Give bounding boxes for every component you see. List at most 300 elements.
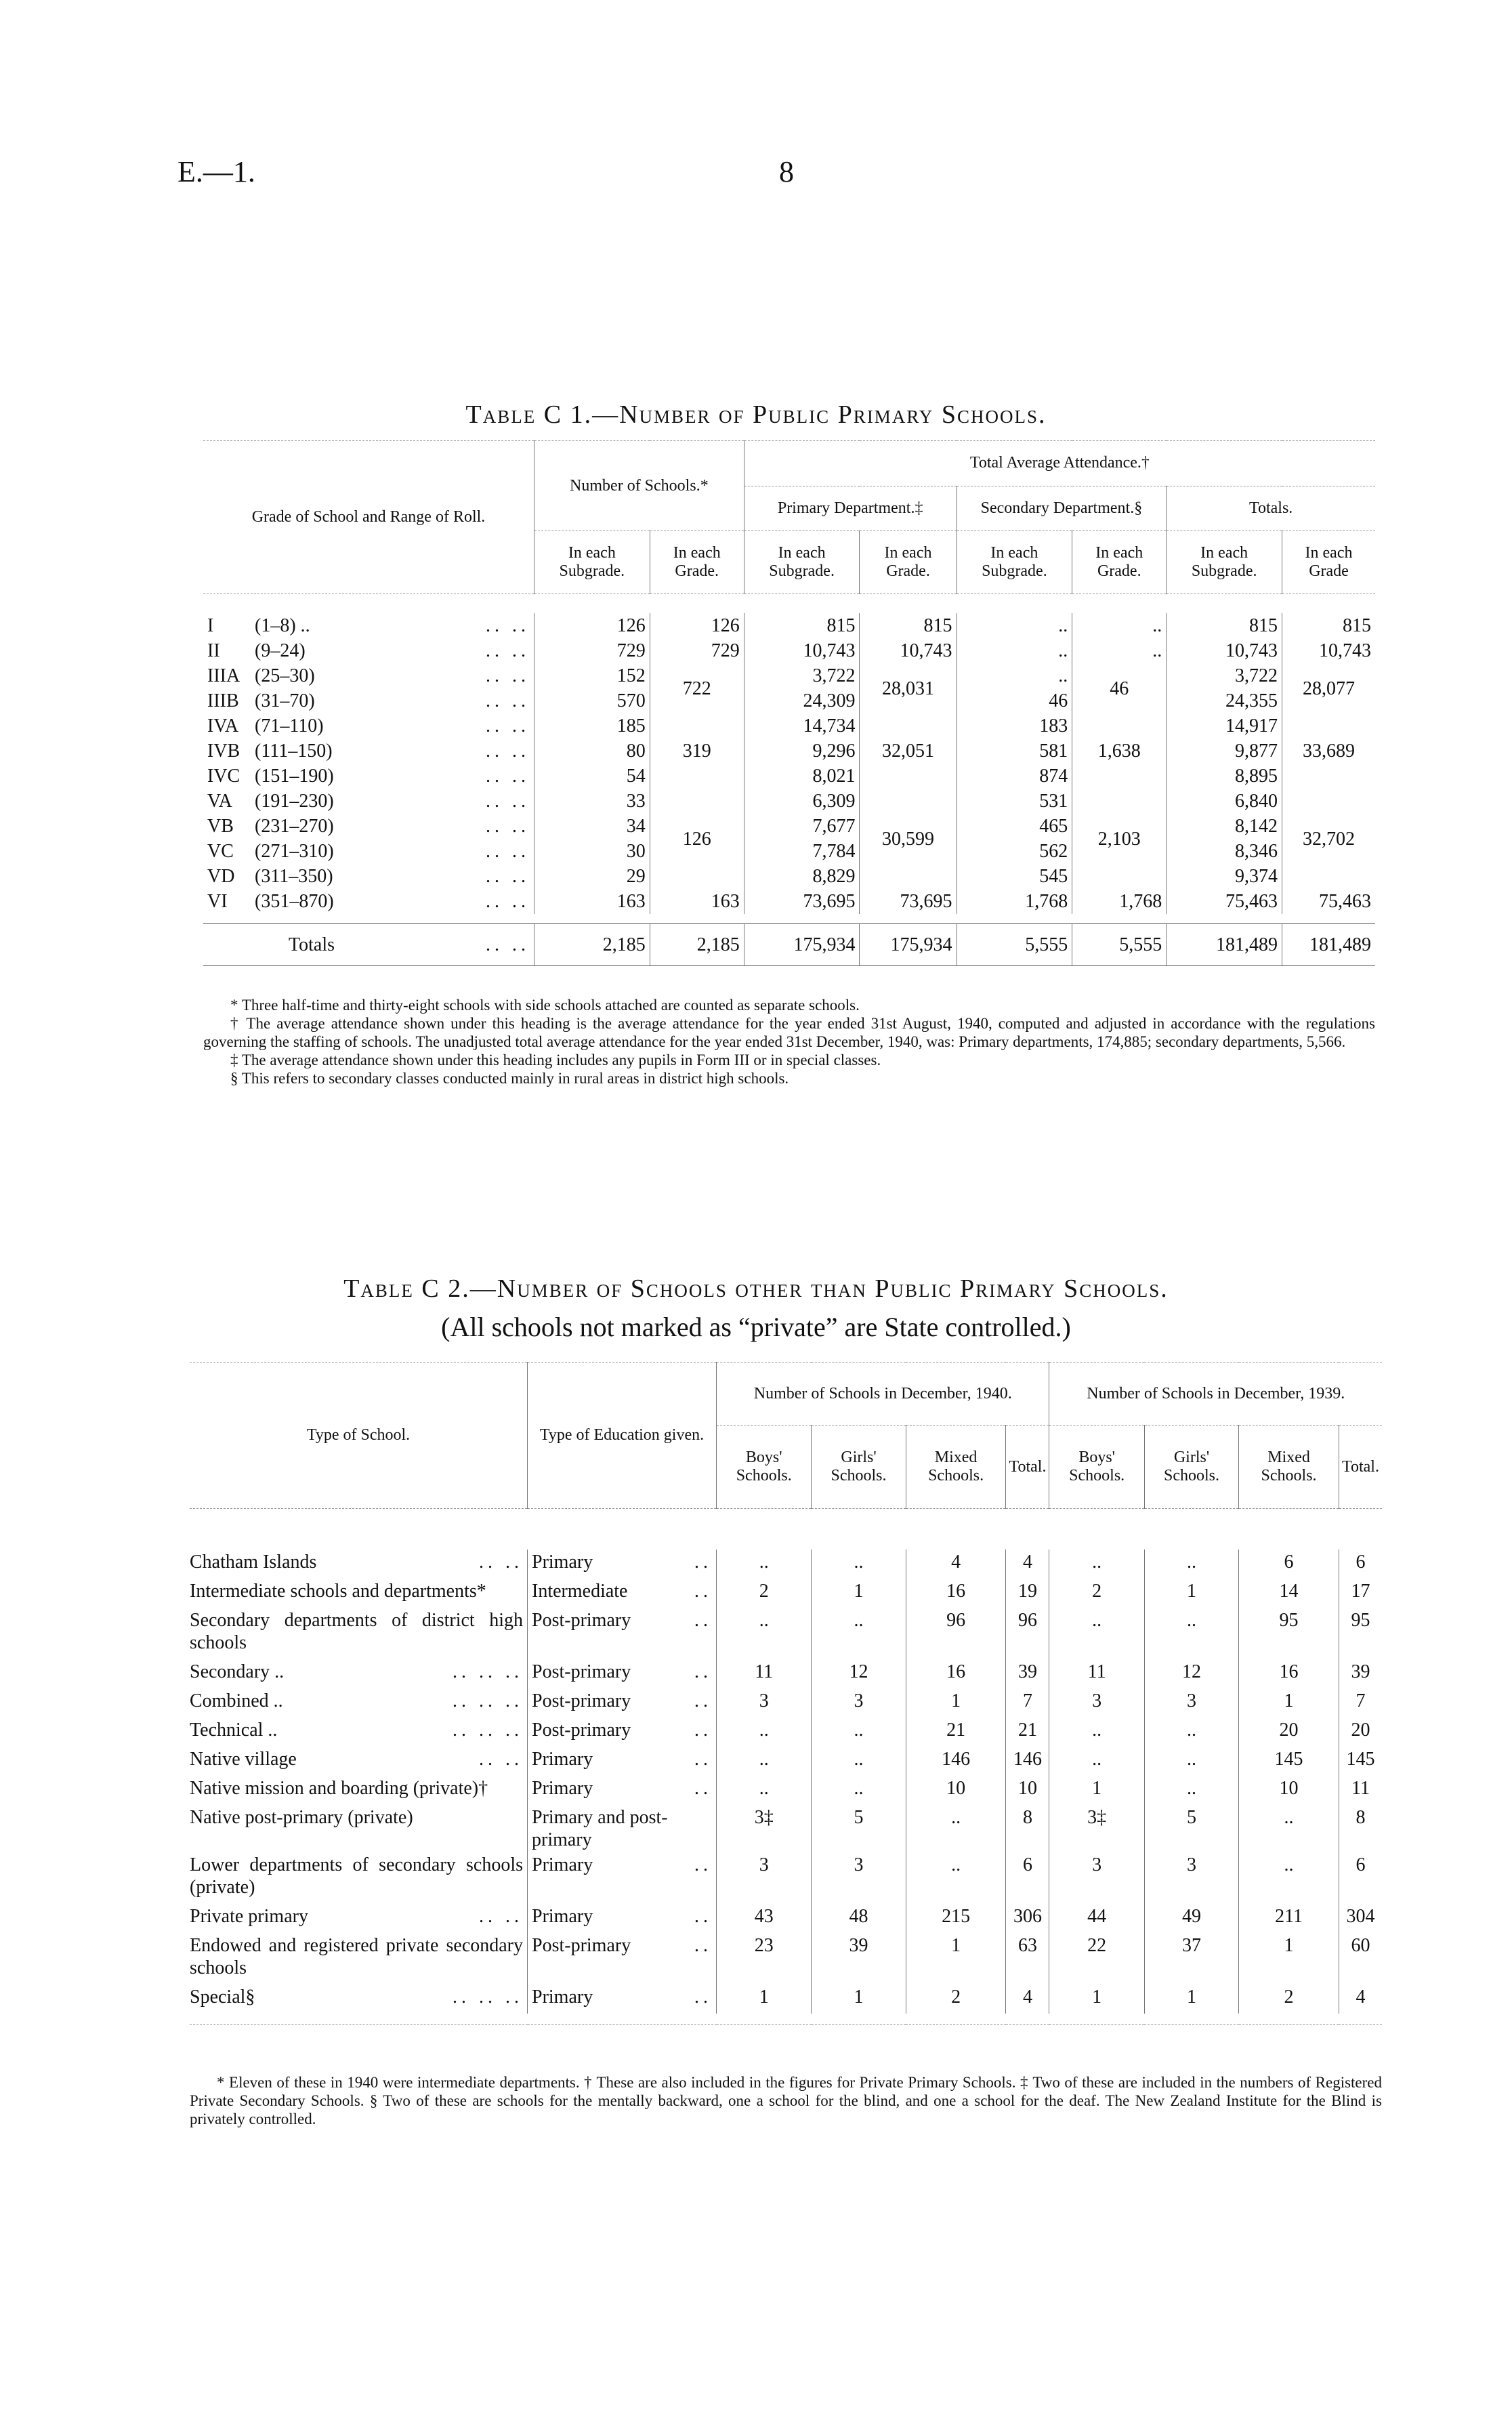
t2-g40: .. [812, 1608, 906, 1659]
t2-m39: .. [1239, 1805, 1339, 1852]
t1-p-group: 30,599 [860, 789, 957, 889]
t1-p-subgrade: In each Subgrade. [744, 531, 860, 594]
t2-type: Endowed and registered private secondary schools [190, 1935, 523, 1978]
t2-mixed-1939: Mixed Schools. [1239, 1426, 1339, 1509]
t1-s-subgrade: In each Subgrade. [957, 531, 1072, 594]
t2-t39: 60 [1339, 1933, 1382, 1984]
t2-t40: 4 [1006, 1550, 1049, 1579]
table1-title: Table C 1.—Number of Public Primary Schools. [465, 400, 1047, 429]
t2-b39: 2 [1049, 1579, 1144, 1608]
t1-dots: .. .. [486, 615, 530, 636]
t1-col-totals: Totals. [1167, 486, 1375, 531]
t2-type-cell [190, 1608, 528, 1659]
t1-range: (191–230) [255, 791, 334, 812]
t2-b39: 1 [1049, 1776, 1144, 1805]
t2-m39: 14 [1239, 1579, 1339, 1608]
t1-s-sub: 581 [957, 739, 1072, 764]
t1-t-grade: 10,743 [1282, 638, 1375, 663]
t1-p-sub: 73,695 [744, 889, 860, 914]
t2-m39: .. [1239, 1852, 1339, 1904]
t2-b39: 3 [1049, 1852, 1144, 1904]
t1-ns-sub: 30 [534, 839, 650, 864]
t1-totals-dots: .. .. [486, 934, 530, 955]
t2-edu-cell [528, 1852, 717, 1904]
t2-t39: 95 [1339, 1608, 1382, 1659]
t2-type-cell [190, 1776, 528, 1805]
t2-t40: 6 [1006, 1852, 1049, 1904]
t1-s-sub: .. [957, 663, 1072, 688]
t2-total-1939: Total. [1339, 1426, 1382, 1509]
t1-totals-p-sub: 175,934 [744, 924, 860, 966]
table2-subtitle: (All schools not marked as “private” are State controlled.) [441, 1312, 1071, 1342]
t1-p-group: 32,051 [860, 713, 957, 789]
t1-t-group: 28,077 [1282, 663, 1375, 713]
t2-g40: 3 [812, 1688, 906, 1718]
t2-type: Chatham Islands [190, 1552, 317, 1573]
t2-type-dots: .. .. [479, 1749, 523, 1770]
t1-grade-cell [203, 663, 534, 688]
t2-t40: 19 [1006, 1579, 1049, 1608]
t2-m39: 20 [1239, 1718, 1339, 1747]
t1-totals-t-sub: 181,489 [1167, 924, 1282, 966]
t2-b39: .. [1049, 1608, 1144, 1659]
t1-row [203, 839, 1375, 864]
t2-b40: .. [717, 1718, 812, 1747]
t2-g39: .. [1144, 1718, 1238, 1747]
t2-type-cell [190, 1688, 528, 1718]
t2-g39: 49 [1144, 1904, 1238, 1933]
t1-grade: VC [207, 841, 234, 862]
t2-m40: 21 [906, 1718, 1006, 1747]
t1-s-group: 2,103 [1072, 789, 1167, 889]
table2 [190, 1362, 1382, 2025]
t2-t39: 6 [1339, 1852, 1382, 1904]
t1-footnote-1: * Three half-time and thirty-eight schools with side schools attached are counted as separate schools. [230, 997, 860, 1014]
t2-g39: 3 [1144, 1688, 1238, 1718]
t1-ns-sub: 54 [534, 764, 650, 789]
t2-b40: 1 [717, 1984, 812, 2014]
t2-b40: 3‡ [717, 1805, 812, 1852]
t2-edu-dots: .. [694, 1552, 712, 1573]
t1-p-grade: 10,743 [860, 638, 957, 663]
t2-type-dots: .. .. .. [453, 1690, 523, 1711]
t1-dots: .. .. [486, 816, 530, 837]
t2-t39: 39 [1339, 1659, 1382, 1688]
t2-m40: 16 [906, 1579, 1006, 1608]
t2-m40: 1 [906, 1933, 1006, 1984]
t1-col-total-attendance: Total Average Attendance.† [744, 441, 1375, 486]
t2-t39: 11 [1339, 1776, 1382, 1805]
t2-g39: .. [1144, 1747, 1238, 1776]
t1-dots: .. .. [486, 891, 530, 912]
t1-col-number-schools: Number of Schools.* [534, 441, 744, 531]
t1-s-sub: 183 [957, 713, 1072, 739]
t2-t39: 145 [1339, 1747, 1382, 1776]
t2-edu: Post-primary [532, 1661, 631, 1682]
t1-t-grade: 815 [1282, 613, 1375, 638]
t2-b40: 23 [717, 1933, 812, 1984]
t2-type-cell [190, 1984, 528, 2014]
t1-row [203, 889, 1375, 914]
t1-s-grade: .. [1072, 613, 1167, 638]
t2-row [190, 1776, 1382, 1805]
t1-s-grade: 1,768 [1072, 889, 1167, 914]
t2-b39: .. [1049, 1747, 1144, 1776]
t1-col-secondary: Secondary Department.§ [957, 486, 1167, 531]
t1-grade: I [207, 615, 214, 636]
t2-boys-1939: Boys' Schools. [1049, 1426, 1144, 1509]
t1-t-sub: 14,917 [1167, 713, 1282, 739]
t1-ns-grade: 163 [650, 889, 744, 914]
t2-m39: 211 [1239, 1904, 1339, 1933]
t1-dots: .. .. [486, 791, 530, 812]
t1-dots: .. .. [486, 715, 530, 736]
t1-ns-sub: 29 [534, 864, 650, 889]
t1-totals-p-grade: 175,934 [860, 924, 957, 966]
t1-s-sub: .. [957, 613, 1072, 638]
t2-edu-dots: .. [694, 1581, 712, 1602]
t2-g39: 37 [1144, 1933, 1238, 1984]
t1-p-sub: 7,784 [744, 839, 860, 864]
t2-edu: Primary [532, 1778, 593, 1799]
t2-edu-dots: .. [694, 1778, 712, 1799]
t1-grade-cell [203, 713, 534, 739]
t1-t-sub: 75,463 [1167, 889, 1282, 914]
t2-t40: 4 [1006, 1984, 1049, 2014]
t2-row [190, 1718, 1382, 1747]
t2-type-cell [190, 1659, 528, 1688]
t2-type: Native village [190, 1749, 297, 1770]
t2-col-1939: Number of Schools in December, 1939. [1049, 1363, 1382, 1426]
t2-t40: 306 [1006, 1904, 1049, 1933]
t2-g40: 5 [812, 1805, 906, 1852]
t1-t-sub: 8,895 [1167, 764, 1282, 789]
t2-m40: 2 [906, 1984, 1006, 2014]
t2-edu: Primary [532, 1906, 593, 1927]
t1-p-sub: 10,743 [744, 638, 860, 663]
t1-grade: VI [207, 891, 228, 912]
t1-p-sub: 9,296 [744, 739, 860, 764]
t2-type-cell [190, 1579, 528, 1608]
t2-edu-cell [528, 1747, 717, 1776]
t1-grade: IIIB [207, 690, 239, 711]
t2-g40: .. [812, 1776, 906, 1805]
t2-g39: .. [1144, 1550, 1238, 1579]
t2-row [190, 1688, 1382, 1718]
t2-m40: .. [906, 1852, 1006, 1904]
t2-b39: 11 [1049, 1659, 1144, 1688]
t1-s-grade: In each Grade. [1072, 531, 1167, 594]
t2-b39: 1 [1049, 1984, 1144, 2014]
t1-t-subgrade: In each Subgrade. [1167, 531, 1282, 594]
t2-m40: 96 [906, 1608, 1006, 1659]
t2-m39: 2 [1239, 1984, 1339, 2014]
t2-edu-cell [528, 1718, 717, 1747]
t2-g40: .. [812, 1747, 906, 1776]
t1-t-sub: 9,877 [1167, 739, 1282, 764]
t1-ns-sub: 80 [534, 739, 650, 764]
t2-b40: 3 [717, 1688, 812, 1718]
t2-edu: Post-primary [532, 1935, 631, 1956]
t1-t-sub: 24,355 [1167, 688, 1282, 713]
t1-grade: VA [207, 791, 232, 812]
t2-g39: 5 [1144, 1805, 1238, 1852]
t1-range: (311–350) [255, 866, 333, 887]
t2-edu: Post-primary [532, 1610, 631, 1631]
t2-total-1940: Total. [1006, 1426, 1049, 1509]
t2-b40: 11 [717, 1659, 812, 1688]
t1-grade-cell [203, 688, 534, 713]
t2-b39: 22 [1049, 1933, 1144, 1984]
t2-type: Combined .. [190, 1690, 283, 1711]
t1-p-sub: 6,309 [744, 789, 860, 814]
t2-type: Intermediate schools and departments* [190, 1581, 486, 1602]
t2-type: Lower departments of secondary schools (private) [190, 1854, 523, 1898]
t2-t40: 21 [1006, 1718, 1049, 1747]
t1-dots: .. .. [486, 766, 530, 787]
t1-p-group: 28,031 [860, 663, 957, 713]
t2-edu-dots: .. [694, 1661, 712, 1682]
t1-grade-cell [203, 864, 534, 889]
t2-row [190, 1984, 1382, 2014]
t2-g39: 3 [1144, 1852, 1238, 1904]
t1-ns-grade: In each Grade. [650, 531, 744, 594]
t1-s-sub: 531 [957, 789, 1072, 814]
t2-row [190, 1608, 1382, 1659]
t2-boys-1940: Boys' Schools. [717, 1426, 812, 1509]
t2-b39: 44 [1049, 1904, 1144, 1933]
t2-m40: 10 [906, 1776, 1006, 1805]
t1-col-primary: Primary Department.‡ [744, 486, 957, 531]
t2-b40: 2 [717, 1579, 812, 1608]
t2-b39: .. [1049, 1550, 1144, 1579]
t2-b40: .. [717, 1747, 812, 1776]
t2-type-cell [190, 1852, 528, 1904]
t2-m40: 215 [906, 1904, 1006, 1933]
t1-range: (151–190) [255, 766, 334, 787]
t1-t-group: 33,689 [1282, 713, 1375, 789]
t2-edu-cell [528, 1688, 717, 1718]
t2-type-dots: .. .. [479, 1552, 523, 1573]
t2-row [190, 1550, 1382, 1579]
t1-grade: II [207, 640, 220, 661]
t1-grade-cell [203, 613, 534, 638]
t2-t39: 17 [1339, 1579, 1382, 1608]
t1-ns-grade: 729 [650, 638, 744, 663]
t1-p-sub: 3,722 [744, 663, 860, 688]
t1-ns-sub: 570 [534, 688, 650, 713]
t1-t-sub: 9,374 [1167, 864, 1282, 889]
t2-m39: 145 [1239, 1747, 1339, 1776]
t2-t39: 4 [1339, 1984, 1382, 2014]
t1-ns-group: 319 [650, 713, 744, 789]
t2-edu-dots: .. [694, 1720, 712, 1741]
t1-row [203, 814, 1375, 839]
t2-m39: 6 [1239, 1550, 1339, 1579]
t1-grade-cell [203, 764, 534, 789]
t1-col-grade: Grade of School and Range of Roll. [203, 441, 534, 594]
t1-ns-sub: 163 [534, 889, 650, 914]
t2-g40: .. [812, 1718, 906, 1747]
t2-t39: 8 [1339, 1805, 1382, 1852]
t2-g39: 1 [1144, 1984, 1238, 2014]
t1-ns-sub: 33 [534, 789, 650, 814]
t2-row [190, 1852, 1382, 1904]
t1-footnote-4: § This refers to secondary classes conducted mainly in rural areas in district high schools. [230, 1070, 789, 1087]
t1-s-sub: 465 [957, 814, 1072, 839]
t1-s-grade: .. [1072, 638, 1167, 663]
t2-g39: 1 [1144, 1579, 1238, 1608]
t2-t40: 8 [1006, 1805, 1049, 1852]
t2-edu: Primary [532, 1987, 593, 2008]
t1-totals-row [203, 924, 1375, 966]
t2-type-cell [190, 1550, 528, 1579]
t1-p-grade: 73,695 [860, 889, 957, 914]
t1-range: (1–8) .. [255, 615, 310, 636]
t1-range: (231–270) [255, 816, 334, 837]
t2-b40: .. [717, 1550, 812, 1579]
t2-edu-cell [528, 1933, 717, 1984]
t1-t-sub: 8,346 [1167, 839, 1282, 864]
t1-t-group: 32,702 [1282, 789, 1375, 889]
t1-t-grade: In each Grade [1282, 531, 1375, 594]
t1-s-sub: .. [957, 638, 1072, 663]
t2-edu-cell [528, 1904, 717, 1933]
t1-row [203, 789, 1375, 814]
t2-girls-1939: Girls' Schools. [1144, 1426, 1238, 1509]
t1-grade-cell [203, 789, 534, 814]
t2-edu: Primary [532, 1749, 593, 1770]
t2-m40: 1 [906, 1688, 1006, 1718]
t2-m40: 4 [906, 1550, 1006, 1579]
t2-b39: 3 [1049, 1688, 1144, 1718]
t2-edu: Primary [532, 1854, 593, 1875]
t2-type: Secondary departments of district high schools [190, 1610, 523, 1653]
t1-ns-sub: 126 [534, 613, 650, 638]
t1-t-sub: 6,840 [1167, 789, 1282, 814]
t1-ns-sub: 34 [534, 814, 650, 839]
t2-row [190, 1659, 1382, 1688]
t1-grade-cell [203, 889, 534, 914]
t2-col-type: Type of School. [190, 1363, 528, 1509]
t1-s-sub: 46 [957, 688, 1072, 713]
t2-type-dots: .. .. .. [453, 1661, 523, 1682]
t2-type-cell [190, 1904, 528, 1933]
t2-b39: .. [1049, 1718, 1144, 1747]
t1-footnote-2: † The average attendance shown under this heading is the average attendance for the year ended 31st August, 1940, computed and adjusted in accordance with the regulations governing the staffing of schools. The unadjusted total average attendance for the year ended 31st December, 1940, was: Primary departments, 174,885; secondary departments, 5,566. [203, 1015, 1375, 1050]
t2-row [190, 1579, 1382, 1608]
table1-footnotes [203, 996, 1375, 1087]
t2-edu: Primary and post-primary [532, 1807, 668, 1850]
t1-ns-grade: 126 [650, 613, 744, 638]
t1-row [203, 764, 1375, 789]
t1-row [203, 739, 1375, 764]
t1-dots: .. .. [486, 690, 530, 711]
t1-grade-cell [203, 814, 534, 839]
t1-totals-t-grade: 181,489 [1282, 924, 1375, 966]
t2-row [190, 1805, 1382, 1852]
t1-t-grade: 75,463 [1282, 889, 1375, 914]
t2-m40: .. [906, 1805, 1006, 1852]
t1-row [203, 638, 1375, 663]
t2-edu-dots: .. [694, 1749, 712, 1770]
t2-m39: 10 [1239, 1776, 1339, 1805]
t2-g39: 12 [1144, 1659, 1238, 1688]
t1-s-sub: 874 [957, 764, 1072, 789]
t1-p-sub: 8,021 [744, 764, 860, 789]
t1-row [203, 713, 1375, 739]
t2-g40: 3 [812, 1852, 906, 1904]
t1-s-group: 46 [1072, 663, 1167, 713]
t1-p-sub: 7,677 [744, 814, 860, 839]
t2-edu-cell [528, 1659, 717, 1688]
t2-b40: .. [717, 1608, 812, 1659]
t2-m39: 16 [1239, 1659, 1339, 1688]
t2-edu-cell [528, 1984, 717, 2014]
t1-totals-ns-sub: 2,185 [534, 924, 650, 966]
t2-t40: 39 [1006, 1659, 1049, 1688]
t2-edu-dots: .. [694, 1690, 712, 1711]
t1-p-sub: 14,734 [744, 713, 860, 739]
t1-row [203, 613, 1375, 638]
t1-dots: .. .. [486, 866, 530, 887]
t1-range: (351–870) [255, 891, 334, 912]
t2-edu-cell [528, 1579, 717, 1608]
t2-type-cell [190, 1747, 528, 1776]
t2-edu-cell [528, 1550, 717, 1579]
t2-m39: 1 [1239, 1688, 1339, 1718]
report-code: E.—1. [177, 155, 255, 188]
t1-grade-cell [203, 638, 534, 663]
t2-row [190, 1904, 1382, 1933]
t2-edu: Primary [532, 1552, 593, 1573]
t2-edu-cell [528, 1608, 717, 1659]
t2-g40: .. [812, 1550, 906, 1579]
t2-type-cell [190, 1718, 528, 1747]
t1-dots: .. .. [486, 741, 530, 762]
t2-g39: .. [1144, 1776, 1238, 1805]
t1-footnote-3: ‡ The average attendance shown under this heading includes any pupils in Form III or in special classes. [230, 1052, 881, 1068]
t1-grade: VB [207, 816, 234, 837]
t2-type: Technical .. [190, 1720, 278, 1741]
t2-t40: 7 [1006, 1688, 1049, 1718]
t1-ns-sub: 185 [534, 713, 650, 739]
t2-g40: 1 [812, 1579, 906, 1608]
t2-edu: Post-primary [532, 1690, 631, 1711]
t1-p-grade: 815 [860, 613, 957, 638]
t2-t39: 304 [1339, 1904, 1382, 1933]
t1-totals-ns-grade: 2,185 [650, 924, 744, 966]
t2-type-cell [190, 1933, 528, 1984]
t1-dots: .. .. [486, 640, 530, 661]
t2-g40: 48 [812, 1904, 906, 1933]
t2-edu-dots: .. [694, 1906, 712, 1927]
t1-p-sub: 815 [744, 613, 860, 638]
t2-edu-dots: .. [694, 1935, 712, 1956]
t2-type: Special§ [190, 1987, 255, 2008]
t1-s-sub: 545 [957, 864, 1072, 889]
t2-edu-dots: .. [694, 1987, 712, 2008]
t2-m40: 146 [906, 1747, 1006, 1776]
t1-grade: VD [207, 866, 235, 887]
table2-title: Table C 2.—Number of Schools other than Public Primary Schools. [343, 1274, 1169, 1303]
t1-range: (111–150) [255, 741, 333, 762]
t1-grade: IVA [207, 715, 239, 736]
t2-b40: .. [717, 1776, 812, 1805]
t1-range: (25–30) [255, 665, 315, 686]
t2-g40: 39 [812, 1933, 906, 1984]
t1-dots: .. .. [486, 665, 530, 686]
